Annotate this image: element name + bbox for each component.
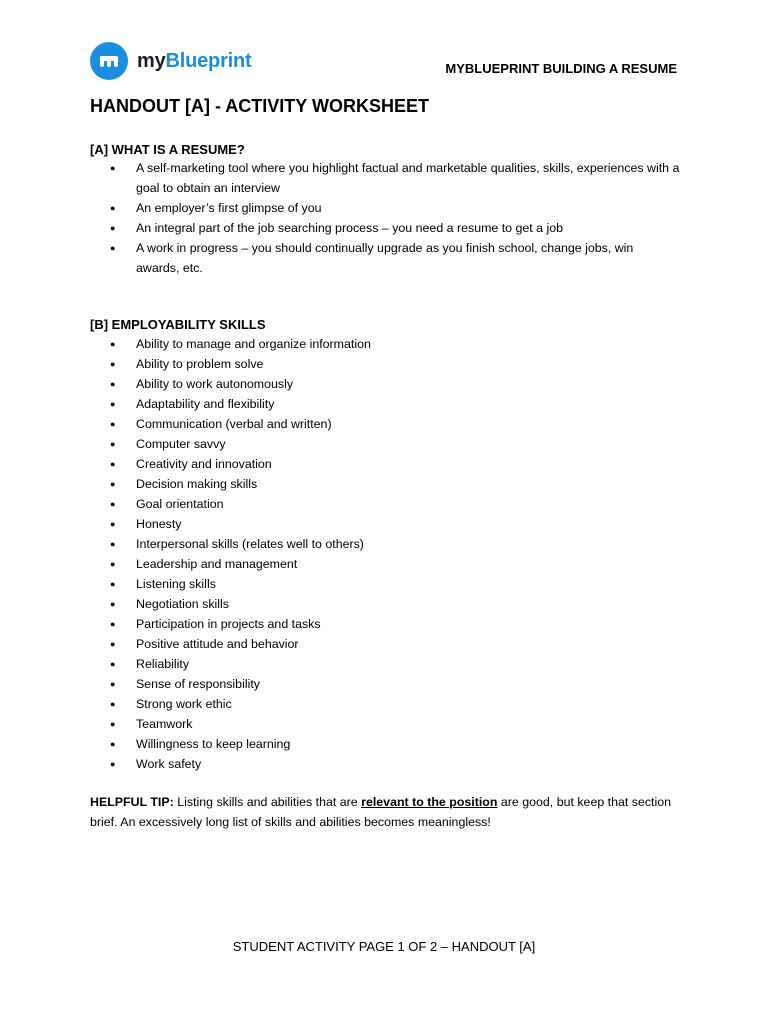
myblueprint-logo-icon: [90, 42, 128, 80]
tip-text-before: Listing skills and abilities that are: [177, 795, 358, 809]
list-item: ● An employer’s first glimpse of you: [90, 198, 680, 218]
list-item: ● A work in progress – you should continually upgrade as you finish school, change jobs, win awards, etc.: [90, 238, 680, 278]
list-item: ● Participation in projects and tasks: [90, 614, 680, 634]
logo-brand: Blueprint: [165, 49, 252, 72]
tip-label: HELPFUL TIP:: [90, 795, 174, 809]
list-item: ● Positive attitude and behavior: [90, 634, 680, 654]
section-b-heading: [B] EMPLOYABILITY SKILLS: [90, 317, 266, 332]
list-item: ● Listening skills: [90, 574, 680, 594]
list-item: ● Adaptability and flexibility: [90, 394, 680, 414]
logo-prefix: my: [137, 49, 166, 72]
header-title: MYBLUEPRINT BUILDING A RESUME: [445, 61, 677, 76]
list-item: ● Communication (verbal and written): [90, 414, 680, 434]
section-b-list: [90, 334, 680, 774]
list-item: ● Computer savvy: [90, 434, 680, 454]
list-item: ● Ability to manage and organize information: [90, 334, 680, 354]
tip-emphasis: relevant to the position: [361, 795, 498, 809]
list-item: ● Ability to problem solve: [90, 354, 680, 374]
section-a-heading: [A] WHAT IS A RESUME?: [90, 142, 245, 157]
list-item: ● Goal orientation: [90, 494, 680, 514]
helpful-tip: [90, 792, 690, 832]
list-item: ● Decision making skills: [90, 474, 680, 494]
list-item: ● Leadership and management: [90, 554, 680, 574]
list-item: ● Creativity and innovation: [90, 454, 680, 474]
list-item: ● Work safety: [90, 754, 680, 774]
document-title: HANDOUT [A] - ACTIVITY WORKSHEET: [90, 96, 429, 116]
list-item: ● An integral part of the job searching process – you need a resume to get a job: [90, 218, 680, 238]
page-footer: STUDENT ACTIVITY PAGE 1 OF 2 – HANDOUT [A]: [232, 939, 536, 954]
list-item: ● Honesty: [90, 514, 680, 534]
logo-wordmark: [137, 50, 252, 73]
list-item: ● Willingness to keep learning: [90, 734, 680, 754]
tip-text-after: are good, but keep that section brief. An excessively long list of skills and abilities becomes meaningless!: [90, 795, 672, 829]
list-item: ● Strong work ethic: [90, 694, 680, 714]
list-item: ● Negotiation skills: [90, 594, 680, 614]
list-item: ● Interpersonal skills (relates well to others): [90, 534, 680, 554]
list-item: ● Reliability: [90, 654, 680, 674]
list-item: ● Sense of responsibility: [90, 674, 680, 694]
list-item: ● A self-marketing tool where you highlight factual and marketable qualities, skills, experiences with a goal to obtain an interview: [90, 158, 680, 198]
myblueprint-logo: [90, 42, 252, 80]
list-item: ● Teamwork: [90, 714, 680, 734]
list-item: ● Ability to work autonomously: [90, 374, 680, 394]
section-a-list: [90, 158, 680, 278]
